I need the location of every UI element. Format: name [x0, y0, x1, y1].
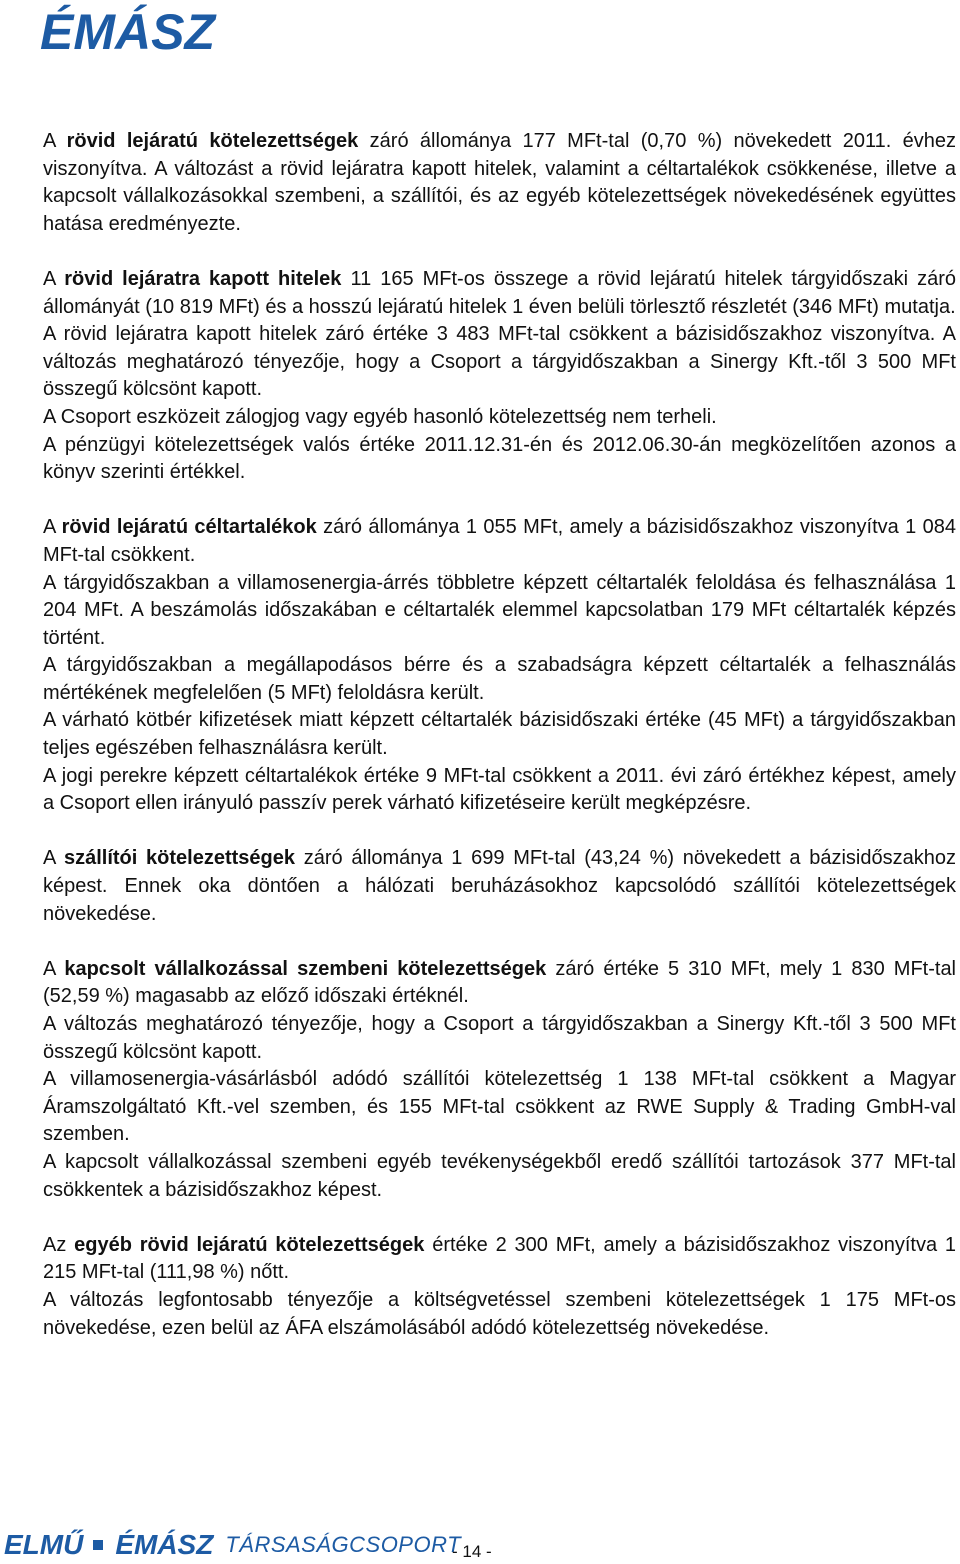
footer-group-label: TÁRSASÁGCSOPORT: [225, 1532, 462, 1557]
text-run: A jogi perekre képzett céltartalékok értéke 9 MFt-tal csökkent a 2011. évi záró értékhez képest, amely a Csoport ellen irányuló passzív perek várható kifizetéseire került megképzésre.: [43, 764, 956, 815]
document-body: [43, 128, 956, 1342]
paragraph-fair-value: [43, 432, 956, 487]
text-run: értéke 2 300 MFt, amely a bázisidőszakhoz viszonyítva 1 215 MFt-tal (111,98 %) nőtt.: [43, 1233, 956, 1284]
bold-term: kapcsolt vállalkozással szembeni kötelezettségek: [64, 957, 547, 980]
paragraph-sinergy-loan: [43, 1011, 956, 1066]
emasz-logo: ÉMÁSZ: [40, 4, 215, 60]
square-dot-icon: [93, 1540, 103, 1550]
text-run: A tárgyidőszakban a villamosenergia-árrés többletre képzett céltartalék feloldása és felhasználása 1 204 MFt. A beszámolás időszakában e céltartalék elemmel kapcsolatban 179 MFt céltartalék képzés történt.: [43, 571, 956, 649]
text-run: A változás meghatározó tényezője, hogy a Csoport a tárgyidőszakban a Sinergy Kft.-től 3 500 MFt összegű kölcsönt kapott.: [43, 1013, 956, 1063]
text-run: A: [43, 957, 65, 980]
page-number: - 14 -: [452, 1542, 492, 1561]
text-run: A pénzügyi kötelezettségek valós értéke 2011.12.31-én és 2012.06.30-án megközelítően azonos a könyv szerinti értékkel.: [43, 433, 956, 484]
paragraph-margin-provision: [43, 570, 956, 653]
paragraph-loans-closing-value: [43, 321, 956, 404]
bold-term: rövid lejáratú kötelezettségek: [66, 130, 359, 152]
text-run: A tárgyidőszakban a megállapodásos bérre és a szabadságra képzett céltartalék a felhasználás mértékének megfelelően (5 MFt) feloldásra került.: [43, 654, 956, 704]
text-run: A: [43, 847, 64, 870]
paragraph-short-term-provisions: [43, 514, 956, 569]
footer-elmu-logo: ELMŰ: [4, 1529, 84, 1560]
text-run: A: [43, 267, 65, 290]
text-run: A változás legfontosabb tényezője a költségvetéssel szembeni kötelezettségek 1 175 MFt-os növekedése, ezen belül az ÁFA elszámolásából adódó kötelezettség növekedése.: [43, 1288, 956, 1339]
paragraph-other-short-term-liabilities: [43, 1232, 956, 1287]
bold-term: rövid lejáratú céltartalékok: [61, 516, 317, 539]
text-run: záró állománya 1 699 MFt-tal (43,24 %) növekedett a bázisidőszakhoz képest. Ennek oka döntően a hálózati beruházásokhoz kapcsolódó szállítói kötelezettségek növekedése.: [43, 847, 956, 925]
text-run: 11 165 MFt-os összege a rövid lejáratú hitelek tárgyidőszaki záró állományát (10 819 MFt) és a hosszú lejáratú hitelek 1 éven belüli törlesztő részletét (346 MFt) mutatja.: [43, 267, 956, 318]
text-run: A rövid lejáratra kapott hitelek záró értéke 3 483 MFt-tal csökkent a bázisidőszakhoz viszonyítva. A változás meghatározó tényezője, hogy a Csoport a tárgyidőszakban a Sinergy Kft.-től 3 500 MFt összegű kölcsönt kapott.: [43, 323, 956, 401]
text-run: záró állománya 177 MFt-tal (0,70 %) növekedett 2011. évhez viszonyítva. A változást a rövid lejáratra kapott hitelek, valamint a céltartalékok csökkenése, illetve a kapcsolt vállalkozásokkal szembeni, a szállítói, és az egyéb kötelezettségek növekedésének együttes hatása eredményezte.: [43, 130, 956, 235]
paragraph-no-pledge: [43, 404, 956, 432]
bold-term: rövid lejáratra kapott hitelek: [64, 267, 342, 290]
paragraph-related-party-liabilities: [43, 956, 956, 1011]
text-run: A villamosenergia-vásárlásból adódó szállítói kötelezettség 1 138 MFt-tal csökkent a Magyar Áramszolgáltató Kft.-vel szemben, és 155 MFt-tal csökkent az RWE Supply & Trading GmbH-val szemben.: [43, 1068, 956, 1146]
footer-logo: [4, 1528, 461, 1562]
bold-term: szállítói kötelezettségek: [63, 847, 296, 870]
text-run: záró értéke 5 310 MFt, mely 1 830 MFt-tal (52,59 %) magasabb az előző időszaki értéknél.: [43, 957, 957, 1008]
paragraph-short-term-loans: [43, 266, 956, 321]
text-run: Az: [43, 1233, 75, 1256]
text-run: A: [43, 516, 62, 539]
paragraph-short-term-liabilities: [43, 128, 956, 238]
paragraph-other-activities: [43, 1149, 956, 1204]
text-run: A: [43, 130, 67, 152]
paragraph-wage-provision: [43, 652, 956, 707]
paragraph-supplier-liabilities: [43, 845, 956, 928]
paragraph-penalty-provision: [43, 707, 956, 762]
paragraph-legal-provision: [43, 763, 956, 818]
text-run: A kapcsolt vállalkozással szembeni egyéb tevékenységekből eredő szállítói tartozások 377 MFt-tal csökkentek a bázisidőszakhoz képest.: [43, 1150, 956, 1201]
paragraph-budget-liabilities: [43, 1287, 956, 1342]
footer-emasz-logo: ÉMÁSZ: [115, 1529, 214, 1560]
paragraph-electricity-purchase: [43, 1066, 956, 1149]
text-run: A Csoport eszközeit zálogjog vagy egyéb hasonló kötelezettség nem terheli.: [43, 405, 717, 428]
text-run: záró állománya 1 055 MFt, amely a bázisidőszakhoz viszonyítva 1 084 MFt-tal csökkent.: [43, 516, 957, 566]
bold-term: egyéb rövid lejáratú kötelezettségek: [74, 1233, 425, 1256]
text-run: A várható kötbér kifizetések miatt képzett céltartalék bázisidőszaki értéke (45 MFt) a tárgyidőszakban teljes egészében felhasználásra került.: [43, 709, 956, 760]
